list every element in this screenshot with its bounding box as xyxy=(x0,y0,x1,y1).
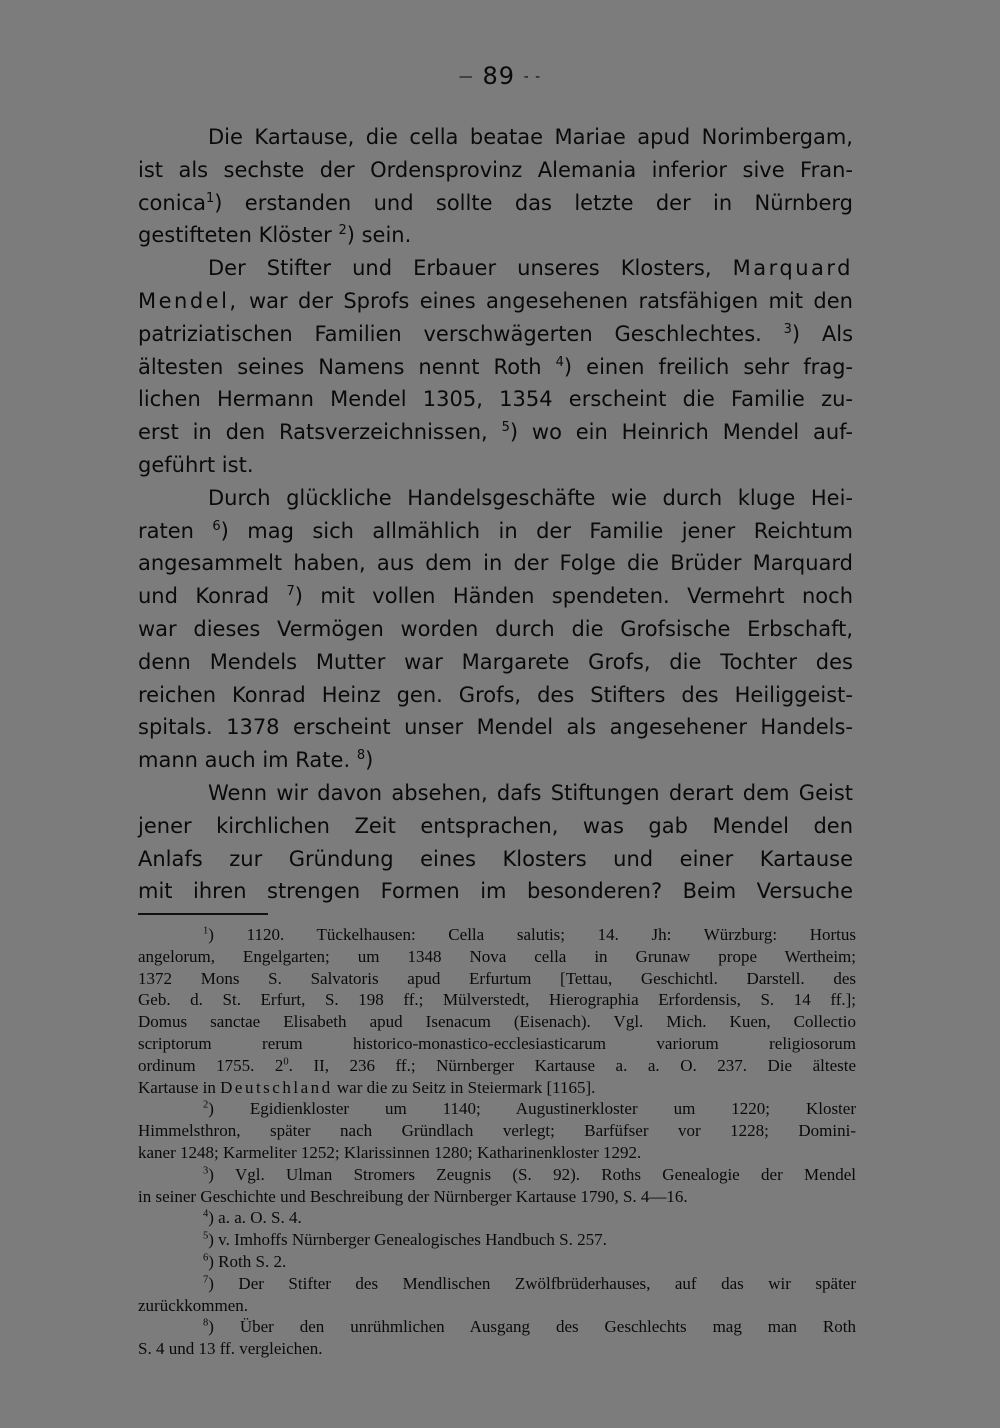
spaced-name: Mendel, xyxy=(138,288,239,313)
footnote-line: Himmelsthron, später nach Gründlach verlegt; Barfüfser vor 1228; Domini- xyxy=(138,1121,856,1141)
spaced-name: Marquard xyxy=(732,256,853,281)
footnote-mark-4: 4 xyxy=(555,354,564,370)
text-line: conica$^1$) erstanden und sollte das letzte der in Nürnberg xyxy=(138,190,853,215)
text-line: patriziatischen Familien verschwägerten Geschlechtes. $^3$) Als xyxy=(138,321,854,346)
text-line: spitals. 1378 erscheint unser Mendel als angesehener Handels- xyxy=(138,715,853,740)
spaced-name: Deutschland xyxy=(220,1077,333,1097)
text-line: jener kirchlichen Zeit entsprachen, was gab Mendel den xyxy=(138,813,853,838)
footnote-mark-2: 2 xyxy=(338,223,347,239)
footnote-line: Domus sanctae Elisabeth apud Isenacum (Eisenach). Vgl. Mich. Kuen, Collectio xyxy=(138,1012,856,1032)
footnote-line: $^8$) Über den unrühmlichen Ausgang des Geschlechts mag man Roth xyxy=(203,1317,856,1337)
footnote-line: S. 4 und 13 ff. vergleichen. xyxy=(138,1339,323,1359)
footnote-divider xyxy=(138,913,268,915)
footnote-line: Kartause in Deutschland war die zu Seitz in Steiermark [1165]. xyxy=(138,1077,596,1097)
footnote-line: Geb. d. St. Erfurt, S. 198 ff.; Mülverstedt, Hierographia Erfordensis, S. 14 ff.]; xyxy=(138,990,856,1010)
footnotes xyxy=(138,924,856,1360)
footnote-mark-8: 8 xyxy=(356,748,366,764)
text-line: gestifteten Klöster $^2$) sein. xyxy=(138,223,412,248)
text-line: angesammelt haben, aus dem in der Folge die Brüder Marquard xyxy=(138,551,853,576)
footnote-line: kaner 1248; Karmeliter 1252; Klarissinnen 1280; Katharinenkloster 1292. xyxy=(138,1142,642,1162)
page-number: 89 xyxy=(482,62,515,90)
page-header xyxy=(0,62,1000,90)
text-line: Die Kartause, die cella beatae Mariae apud Norimbergam, xyxy=(208,125,853,149)
text-line: lichen Hermann Mendel 1305, 1354 erscheint die Familie zu- xyxy=(138,387,853,412)
footnote-line: $^3$) Vgl. Ulman Stromers Zeugnis (S. 92). Roths Genealogie der Mendel xyxy=(203,1164,856,1184)
text-line: raten $^6$) mag sich allmählich in der Familie jener Reichtum xyxy=(138,518,853,543)
header-dash-right: - - xyxy=(523,69,542,85)
header-dash-left: — xyxy=(458,69,474,85)
footnote-line: ordinum 1755. $2^0$. II, 236 ff.; Nürnberger Kartause a. a. O. 237. Die älteste xyxy=(138,1055,856,1075)
footnote-line: $^5$) v. Imhoffs Nürnberger Genealogisches Handbuch S. 257. xyxy=(203,1230,607,1250)
footnote-line: $^4$) a. a. O. S. 4. xyxy=(203,1208,302,1228)
footnote-line: scriptorum rerum historico-monastico-ecclesiasticarum variorum religiosorum xyxy=(138,1033,856,1053)
text-line: war dieses Vermögen worden durch die Grofsische Erbschaft, xyxy=(138,616,853,641)
text-line: mit ihren strengen Formen im besonderen? Beim Versuche xyxy=(138,879,853,904)
footnote-line: $^6$) Roth S. 2. xyxy=(203,1251,287,1271)
text-line: ältesten seines Namens nennt Roth $^4$) einen freilich sehr frag- xyxy=(138,354,853,379)
footnote-mark-6: 6 xyxy=(212,518,221,534)
footnote-line: 1372 Mons S. Salvatoris apud Erfurtum [Tettau, Geschichtl. Darstell. des xyxy=(138,968,856,988)
text-line: Der Stifter und Erbauer unseres Klosters, Marquard xyxy=(208,256,853,281)
footnote-line: $^7$) Der Stifter des Mendlischen Zwölfbrüderhauses, auf das wir später xyxy=(203,1273,856,1293)
text-line: erst in den Ratsverzeichnissen, $^5$) wo ein Heinrich Mendel auf- xyxy=(138,420,853,445)
footnote-line: zurückkommen. xyxy=(138,1295,248,1315)
footnote-line: in seiner Geschichte und Beschreibung der Nürnberger Kartause 1790, S. 4—16. xyxy=(138,1186,688,1206)
text-line: Durch glückliche Handelsgeschäfte wie durch kluge Hei- xyxy=(208,485,853,510)
footnote-mark-5: 5 xyxy=(501,420,510,436)
text-line: ist als sechste der Ordensprovinz Alemania inferior sive Fran- xyxy=(138,157,853,182)
text-line: mann auch im Rate. $^8$) xyxy=(138,748,374,773)
text-line: Mendel, war der Sprofs eines angesehenen ratsfähigen mit den xyxy=(138,288,853,313)
footnote-line: $^2$) Egidienkloster um 1140; Augustinerkloster um 1220; Kloster xyxy=(203,1099,856,1119)
footnote-mark-7: 7 xyxy=(286,584,295,600)
footnote-line: angelorum, Engelgarten; um 1348 Nova cella in Grunaw prope Wertheim; xyxy=(138,946,856,966)
main-text xyxy=(138,121,853,908)
footnote-mark-1: 1 xyxy=(205,190,215,206)
footnote-line: $^1$) 1120. Tückelhausen: Cella salutis; 14. Jh: Würzburg: Hortus xyxy=(203,925,856,944)
footnote-mark-3: 3 xyxy=(783,321,792,337)
text-line: geführt ist. xyxy=(138,452,254,477)
text-line: denn Mendels Mutter war Margarete Grofs, die Tochter des xyxy=(138,649,853,674)
text-line: Wenn wir davon absehen, dafs Stiftungen derart dem Geist xyxy=(208,780,853,805)
text-line: reichen Konrad Heinz gen. Grofs, des Stifters des Heiliggeist- xyxy=(138,682,853,707)
text-line: Anlafs zur Gründung eines Klosters und einer Kartause xyxy=(138,846,853,871)
text-line: und Konrad $^7$) mit vollen Händen spendeten. Vermehrt noch xyxy=(138,584,853,609)
